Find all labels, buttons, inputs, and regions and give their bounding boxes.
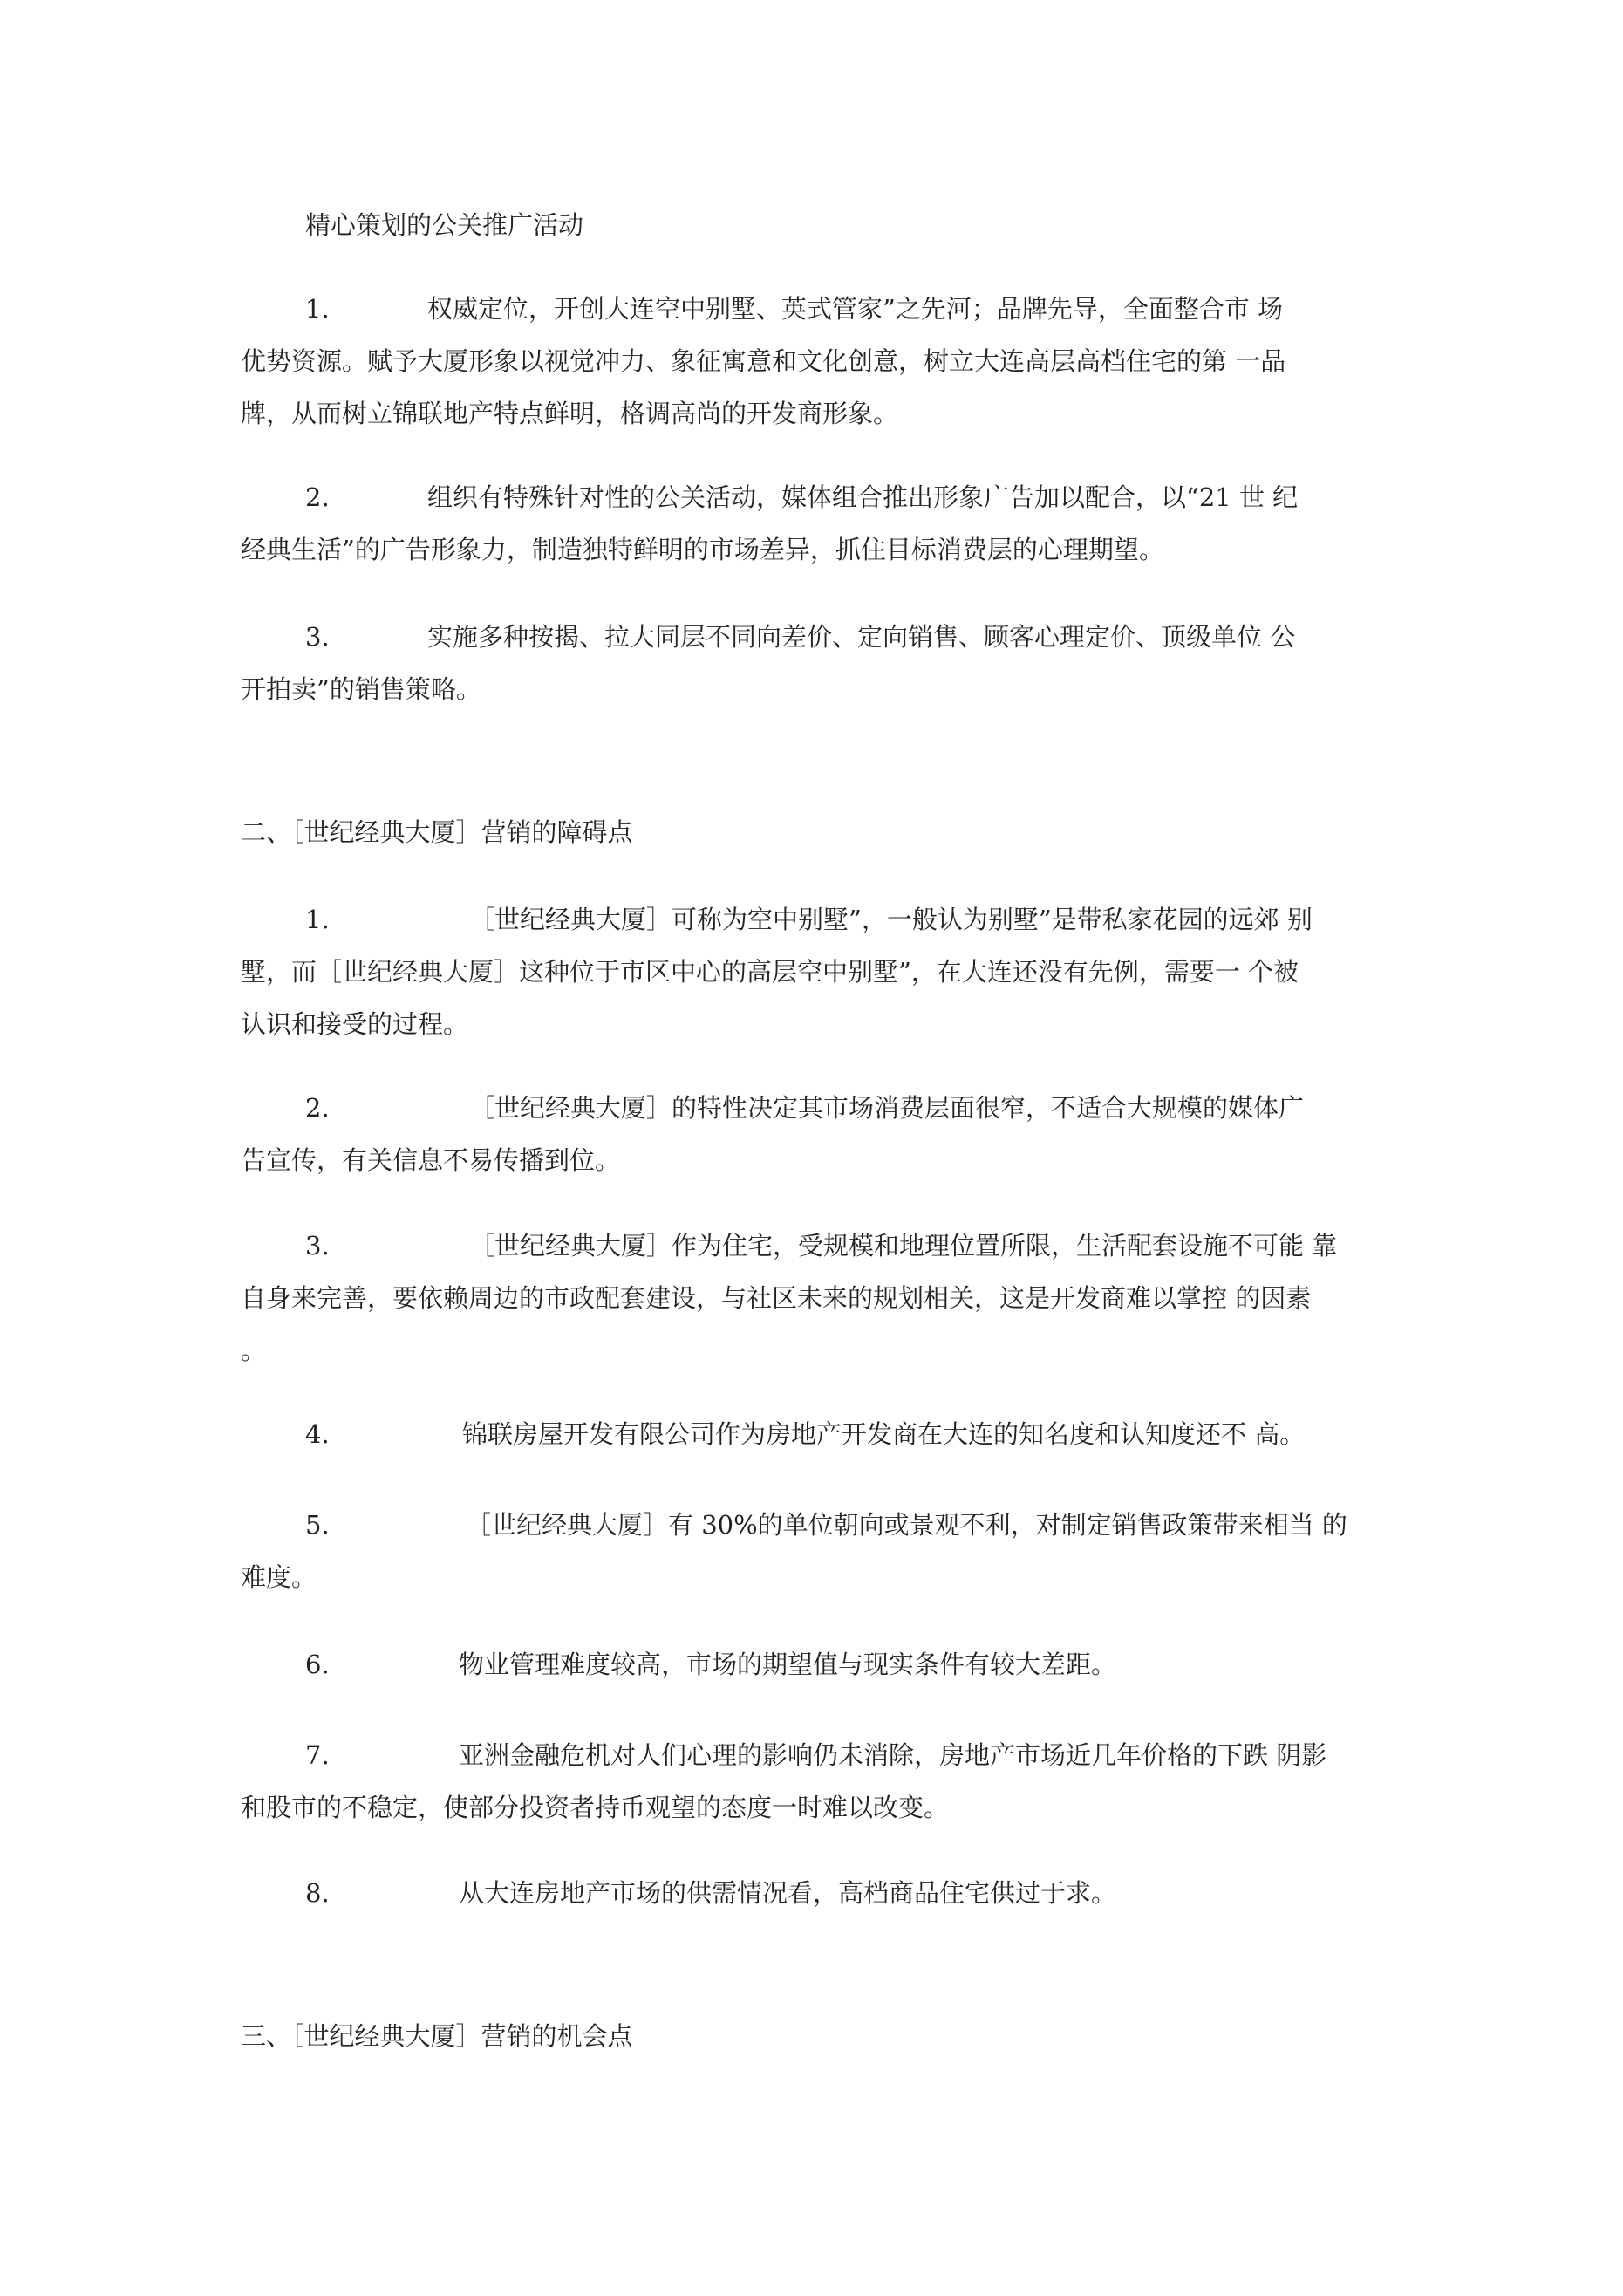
- paragraph-line: ［世纪经典大厦］作为住宅，受规模和地理位置所限，生活配套设施不可能 靠: [469, 1231, 1338, 1261]
- paragraph-line: 和股市的不稳定，使部分投资者持币观望的态度一时难以改变。: [241, 1793, 950, 1822]
- paragraph-line: 。: [241, 1336, 267, 1365]
- paragraph-line: ［世纪经典大厦］可称为空中别墅”，一般认为别墅”是带私家花园的远郊 别: [469, 905, 1313, 934]
- list-number: 3.: [305, 622, 330, 652]
- section-heading: 二、［世纪经典大厦］营销的障碍点: [241, 817, 633, 847]
- paragraph-line: 认识和接受的过程。: [241, 1009, 469, 1039]
- paragraph-line: 牌，从而树立锦联地产特点鲜明，格调高尚的开发商形象。: [241, 399, 899, 428]
- paragraph-line: 权威定位，开创大连空中别墅、英式管家”之先河；品牌先导，全面整合市 场: [427, 294, 1284, 324]
- paragraph-line: 优势资源。赋予大厦形象以视觉冲力、象征寓意和文化创意，树立大连高层高档住宅的第 一品: [241, 346, 1286, 376]
- paragraph-line: 组织有特殊针对性的公关活动，媒体组合推出形象广告加以配合，以“21 世 纪: [427, 482, 1299, 512]
- paragraph-line: ［世纪经典大厦］的特性决定其市场消费层面很窄，不适合大规模的媒体广: [469, 1093, 1305, 1123]
- paragraph-line: 锦联房屋开发有限公司作为房地产开发商在大连的知名度和认知度还不 高。: [462, 1419, 1306, 1449]
- paragraph-line: 告宣传，有关信息不易传播到位。: [241, 1145, 621, 1175]
- paragraph-line: 实施多种按揭、拉大同层不同向差价、定向销售、顾客心理定价、顶级单位 公: [427, 622, 1296, 652]
- paragraph-line: 自身来完善，要依赖周边的市政配套建设，与社区未来的规划相关，这是开发商难以掌控 的因素: [241, 1283, 1312, 1313]
- list-number: 6.: [305, 1650, 330, 1679]
- paragraph-line: 经典生活”的广告形象力，制造独特鲜明的市场差异，抓住目标消费层的心理期望。: [241, 535, 1164, 564]
- section-title: 精心策划的公关推广活动: [305, 210, 584, 240]
- paragraph-line: 难度。: [241, 1562, 317, 1592]
- list-number: 2.: [305, 482, 330, 512]
- paragraph-line: ［世纪经典大厦］有 30%的单位朝向或景观不利，对制定销售政策带来相当 的: [466, 1510, 1347, 1540]
- paragraph-line: 墅，而［世纪经典大厦］这种位于市区中心的高层空中别墅”，在大连还没有先例，需要一 个被: [241, 957, 1299, 987]
- list-number: 1.: [305, 905, 330, 934]
- list-number: 3.: [305, 1231, 330, 1261]
- list-number: 8.: [305, 1878, 330, 1908]
- paragraph-line: 亚洲金融危机对人们心理的影响仍未消除，房地产市场近几年价格的下跌 阴影: [459, 1740, 1327, 1770]
- list-number: 5.: [305, 1510, 330, 1540]
- paragraph-line: 开拍卖”的销售策略。: [241, 674, 481, 704]
- list-number: 4.: [305, 1419, 330, 1449]
- paragraph-line: 物业管理难度较高，市场的期望值与现实条件有较大差距。: [459, 1650, 1117, 1679]
- paragraph-line: 从大连房地产市场的供需情况看，高档商品住宅供过于求。: [459, 1878, 1117, 1908]
- section-heading: 三、［世纪经典大厦］营销的机会点: [241, 2021, 633, 2051]
- list-number: 2.: [305, 1093, 330, 1123]
- list-number: 1.: [305, 294, 330, 324]
- list-number: 7.: [305, 1740, 330, 1770]
